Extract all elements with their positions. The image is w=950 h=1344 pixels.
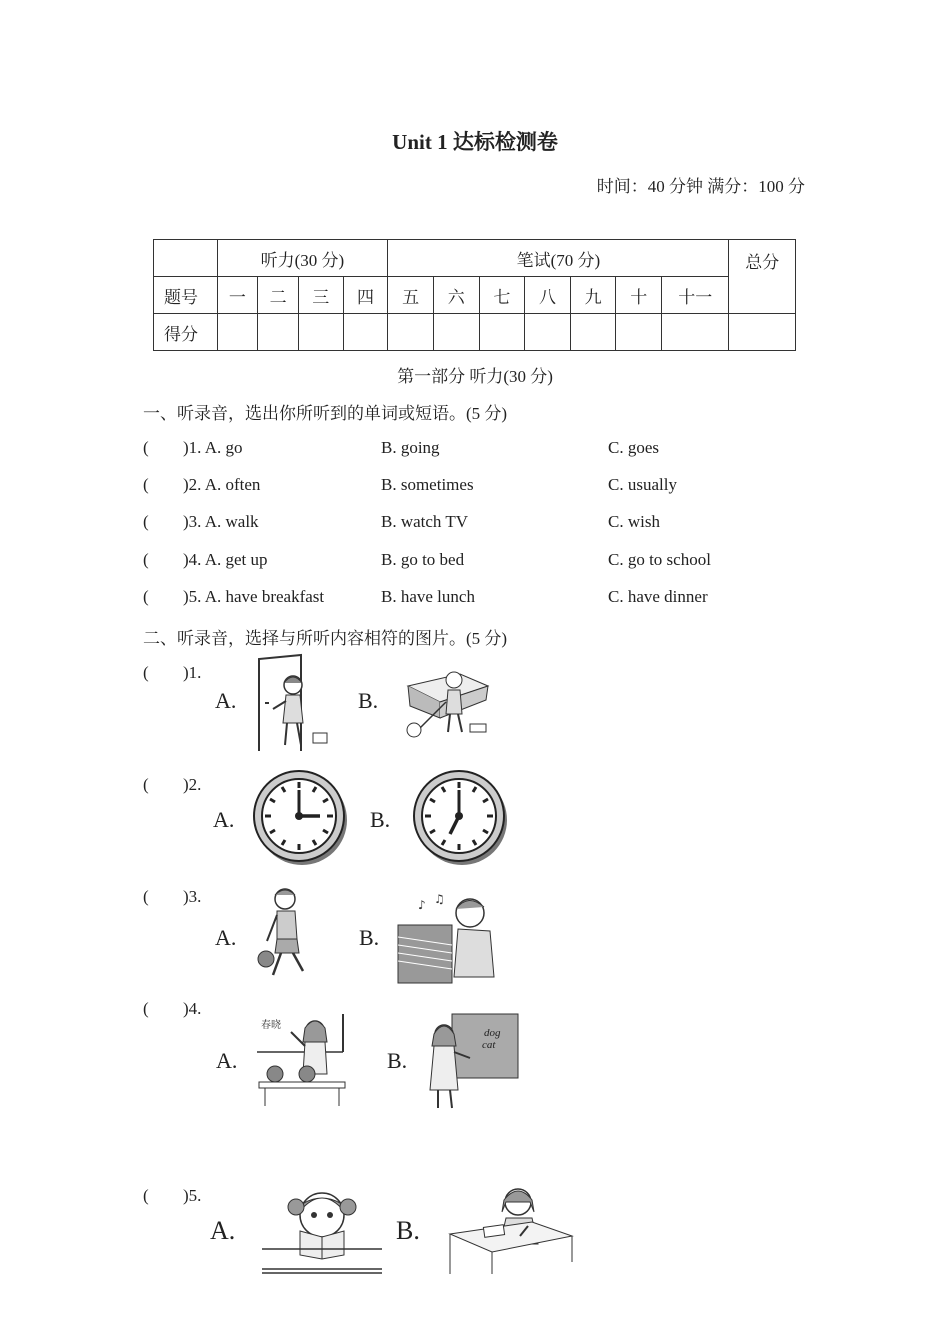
part1-title: 第一部分 听力(30 分) [397, 367, 553, 386]
question-number-cell: 三 [298, 277, 343, 314]
option-a: )3. A. walk [183, 512, 259, 531]
page-title: Unit 1 达标检测卷 [392, 130, 558, 154]
total-header: 总分 [729, 240, 796, 314]
teacher-chinese-class-picture[interactable] [255, 1012, 350, 1108]
girl-reading-book-picture[interactable] [260, 1185, 385, 1277]
score-cell[interactable] [298, 314, 343, 351]
option-a-label: A. [213, 807, 235, 832]
svg-text:♫: ♫ [434, 892, 445, 906]
girl-writing-homework-picture[interactable] [448, 1182, 576, 1276]
option-a: )4. A. get up [183, 550, 268, 569]
question-number-cell: 十一 [662, 277, 729, 314]
boy-playing-piano-picture[interactable] [398, 887, 503, 985]
section1-title: 一、听录音，选出你所听到的单词或短语。(5 分) [143, 404, 508, 423]
question-number-cell: 二 [258, 277, 299, 314]
score-table-blank [154, 240, 218, 277]
question-number-cell: 四 [343, 277, 388, 314]
board-word-cat: cat [482, 1039, 496, 1051]
question-number-cell: 八 [525, 277, 571, 314]
boy-playing-basketball-picture[interactable] [255, 885, 320, 987]
option-b-label: B. [370, 807, 391, 832]
answer-paren[interactable]: ( [143, 1186, 149, 1205]
answer-paren[interactable]: ( [143, 475, 149, 494]
time-score-line: 时间：40 分钟 满分：100 分 [596, 177, 805, 196]
option-c: C. go to school [608, 550, 711, 569]
answer-paren[interactable]: ( [143, 999, 149, 1018]
option-b-label: B. [358, 688, 379, 713]
score-cell[interactable] [570, 314, 616, 351]
option-a-label: A. [215, 925, 237, 950]
question-number: )2. [183, 775, 202, 794]
question-number-cell: 十 [616, 277, 662, 314]
score-cell[interactable] [616, 314, 662, 351]
answer-paren[interactable]: ( [143, 775, 149, 794]
question-number-label: 题号 [154, 277, 218, 314]
option-c: C. wish [608, 512, 660, 531]
score-table [153, 239, 796, 351]
teacher-english-class-picture[interactable] [430, 1012, 520, 1110]
score-cell[interactable] [343, 314, 388, 351]
board-text-chunxiao: 春晓 [261, 1020, 281, 1031]
score-cell[interactable] [525, 314, 571, 351]
option-a: )1. A. go [183, 438, 243, 457]
clock-three-oclock-picture[interactable] [252, 770, 348, 866]
answer-paren[interactable]: ( [143, 512, 149, 531]
option-b: B. go to bed [381, 550, 465, 569]
question-number-cell: 九 [570, 277, 616, 314]
option-b: B. going [381, 438, 440, 457]
score-cell[interactable] [217, 314, 258, 351]
option-a: )5. A. have breakfast [183, 587, 325, 606]
svg-text:♪: ♪ [418, 898, 426, 912]
option-b: B. have lunch [381, 587, 475, 606]
writing-header: 笔试(70 分) [388, 240, 729, 277]
question-number-cell: 七 [479, 277, 525, 314]
score-cell[interactable] [258, 314, 299, 351]
score-cell[interactable] [479, 314, 525, 351]
option-a-label: A. [210, 1216, 236, 1245]
girl-vacuuming-picture[interactable] [400, 658, 495, 740]
answer-paren[interactable]: ( [143, 438, 149, 457]
option-b: B. watch TV [381, 512, 469, 531]
question-number: )4. [183, 999, 202, 1018]
score-cell[interactable] [729, 314, 796, 351]
score-cell[interactable] [388, 314, 434, 351]
answer-paren[interactable]: ( [143, 663, 149, 682]
question-number-cell: 一 [217, 277, 258, 314]
option-a: )2. A. often [183, 475, 261, 494]
question-number: )5. [183, 1186, 202, 1205]
option-b: B. sometimes [381, 475, 474, 494]
question-number-cell: 五 [388, 277, 434, 314]
option-b-label: B. [359, 925, 380, 950]
option-c: C. usually [608, 475, 677, 494]
question-number-cell: 六 [433, 277, 479, 314]
question-number: )3. [183, 887, 202, 906]
answer-paren[interactable]: ( [143, 550, 149, 569]
girl-cleaning-door-picture[interactable] [255, 653, 335, 753]
question-number: )1. [183, 663, 202, 682]
option-c: C. have dinner [608, 587, 708, 606]
option-a-label: A. [215, 688, 237, 713]
score-cell[interactable] [662, 314, 729, 351]
option-a-label: A. [216, 1048, 238, 1073]
score-cell[interactable] [433, 314, 479, 351]
listening-header: 听力(30 分) [217, 240, 388, 277]
option-c: C. goes [608, 438, 659, 457]
board-word-dog: dog [484, 1027, 501, 1039]
answer-paren[interactable]: ( [143, 887, 149, 906]
score-row-label: 得分 [154, 314, 218, 351]
section2-title: 二、听录音，选择与所听内容相符的图片。(5 分) [143, 629, 508, 648]
clock-seven-oclock-picture[interactable] [412, 770, 508, 866]
option-b-label: B. [387, 1048, 408, 1073]
answer-paren[interactable]: ( [143, 587, 149, 606]
option-b-label: B. [396, 1216, 420, 1245]
